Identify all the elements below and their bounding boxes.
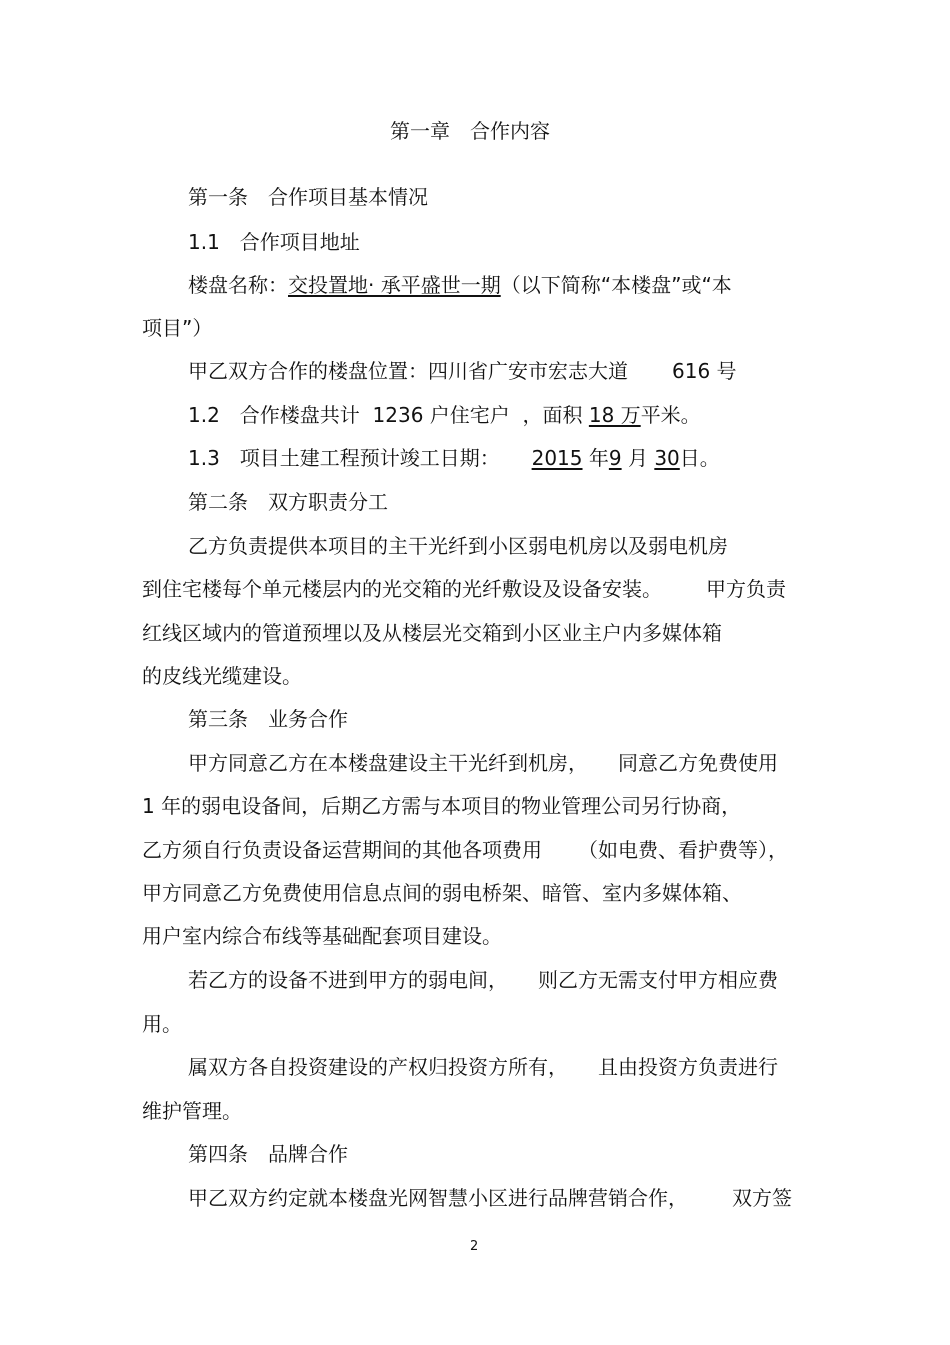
section-1-2-label: 1.2 合作楼盘共计: [188, 403, 360, 427]
article-3-para-2-line-1-b: 则乙方无需支付甲方相应费: [538, 968, 778, 992]
article-3-para-1-line-4: 甲方同意乙方免费使用信息点间的弱电桥架、暗管、室内多媒体箱、: [142, 881, 742, 905]
property-name-value: 交投置地· 承平盛世一期: [288, 273, 501, 297]
completion-year: 2015: [531, 446, 583, 470]
article-4-line-1: [188, 1186, 792, 1210]
article-3-para-1-line-3-b: （如电费、看护费等），: [578, 838, 788, 862]
article-3-para-3-line-1: [188, 1055, 778, 1079]
property-name-label: 楼盘名称：: [188, 273, 288, 297]
article-3-para-2-line-1: [188, 968, 778, 992]
completion-year-unit: 年: [588, 446, 609, 470]
property-name-line: [188, 273, 732, 297]
chapter-title: 第一章 合作内容: [390, 119, 550, 143]
article-3-para-3-line-1-b: 且由投资方负责进行: [598, 1055, 778, 1079]
article-2-heading: 第二条 双方职责分工: [188, 490, 388, 514]
article-3-para-1-line-3: [142, 838, 788, 862]
section-1-1: 1.1 合作项目地址: [188, 230, 360, 254]
article-2-line-4: 的皮线光缆建设。: [142, 664, 302, 688]
completion-day-unit: 日。: [679, 446, 720, 470]
article-3-para-2-line-2: 用。: [142, 1012, 182, 1036]
article-2-line-2-b: 甲方负责: [706, 577, 786, 601]
property-location-label: 甲乙双方合作的楼盘位置：四川省广安市宏志大道: [188, 359, 628, 383]
completion-date-label: 1.3 项目土建工程预计竣工日期：: [188, 446, 500, 470]
article-3-para-1-line-1-b: 同意乙方免费使用: [618, 751, 778, 775]
area-value: 18 万: [588, 403, 641, 427]
article-3-para-1-line-1-a: 甲方同意乙方在本楼盘建设主干光纤到机房，: [188, 751, 588, 775]
page-number: 2: [470, 1239, 479, 1254]
article-3-para-1-line-1: [188, 751, 778, 775]
section-1-2: [188, 403, 701, 427]
article-2-line-3: 红线区域内的管道预埋以及从楼层光交箱到小区业主户内多媒体箱: [142, 621, 722, 645]
article-3-heading: 第三条 业务合作: [188, 707, 348, 731]
section-1-2-area-label: ，面积: [522, 403, 583, 427]
article-4-line-1-b: 双方签: [732, 1186, 792, 1210]
completion-month-unit: 月: [627, 446, 648, 470]
property-location-number: 616 号: [672, 359, 737, 383]
article-2-line-2: [142, 577, 786, 601]
article-4-line-1-a: 甲乙双方约定就本楼盘光网智慧小区进行品牌营销合作，: [188, 1186, 688, 1210]
article-3-para-3-line-2: 维护管理。: [142, 1099, 242, 1123]
article-3-para-1-line-3-a: 乙方须自行负责设备运营期间的其他各项费用: [142, 838, 542, 862]
section-1-3: [188, 446, 720, 470]
article-3-para-1-line-2: 1 年的弱电设备间，后期乙方需与本项目的物业管理公司另行协商，: [142, 794, 742, 818]
property-name-line-cont: 项目”）: [142, 316, 213, 340]
article-4-heading: 第四条 品牌合作: [188, 1142, 348, 1166]
article-2-line-1: 乙方负责提供本项目的主干光纤到小区弱电机房以及弱电机房: [188, 534, 728, 558]
completion-day: 30: [654, 446, 680, 470]
area-unit: 平米。: [640, 403, 701, 427]
article-3-para-2-line-1-a: 若乙方的设备不进到甲方的弱电间，: [188, 968, 508, 992]
article-3-para-3-line-1-a: 属双方各自投资建设的产权归投资方所有，: [188, 1055, 568, 1079]
article-2-line-2-a: 到住宅楼每个单元楼层内的光交箱的光纤敷设及设备安装。: [142, 577, 662, 601]
households-count: 1236 户住宅户: [372, 403, 510, 427]
article-3-para-1-line-5: 用户室内综合布线等基础配套项目建设。: [142, 924, 502, 948]
property-location-line: [188, 359, 737, 383]
article-1-heading: 第一条 合作项目基本情况: [188, 185, 428, 209]
completion-month: 9: [608, 446, 622, 470]
property-name-suffix: （以下简称“本楼盘”或“本: [500, 273, 732, 297]
